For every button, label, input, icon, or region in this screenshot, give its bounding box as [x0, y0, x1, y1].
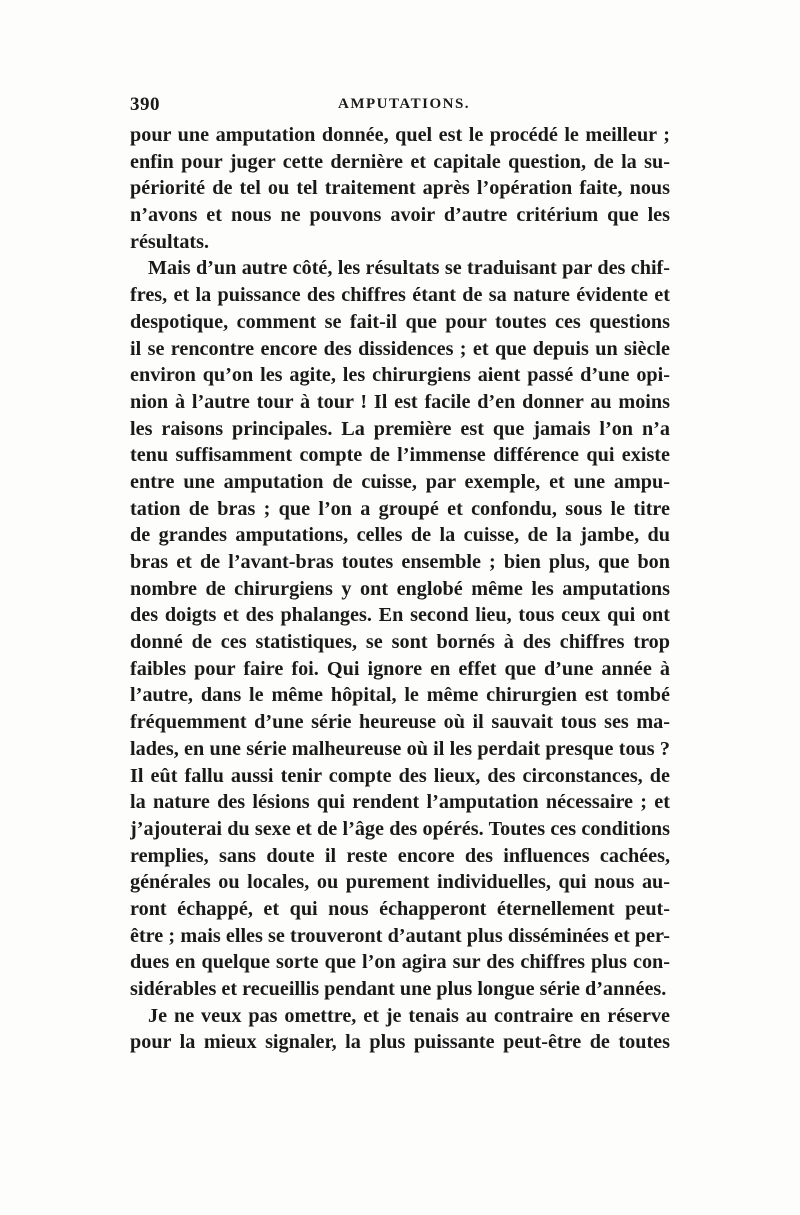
text-line: Il eût fallu aussi tenir compte des lieux, des circonstances, de: [130, 764, 670, 787]
text-line: faibles pour faire foi. Qui ignore en effet que d’une année à: [130, 657, 670, 680]
running-head: AMPUTATIONS.: [338, 96, 471, 112]
text-line: ront échappé, et qui nous échapperont éternellement peut-: [130, 897, 670, 920]
text-line: il se rencontre encore des dissidences ; et que depuis un siècle: [130, 337, 670, 360]
text-line: nion à l’autre tour à tour ! Il est facile d’en donner au moins: [130, 390, 670, 413]
text-line: nombre de chirurgiens y ont englobé même les amputations: [130, 577, 670, 600]
text-line: tenu suffisamment compte de l’immense différence qui existe: [130, 444, 670, 467]
text-line: bras et de l’avant-bras toutes ensemble ; bien plus, que bon: [130, 551, 670, 573]
page-header: [130, 94, 670, 118]
paragraph-start-line: Mais d’un autre côté, les résultats se traduisant par des chif-: [148, 257, 670, 280]
text-line: j’ajouterai du sexe et de l’âge des opérés. Toutes ces conditions: [130, 817, 670, 840]
text-line: des doigts et des phalanges. En second lieu, tous ceux qui ont: [130, 604, 670, 627]
text-line: enfin pour juger cette dernière et capitale question, de la su-: [130, 150, 670, 173]
text-line: sidérables et recueillis pendant une plus longue série d’années.: [130, 978, 667, 1000]
text-line: les raisons principales. La première est que jamais l’on n’a: [130, 417, 670, 440]
text-line: lades, en une série malheureuse où il les perdait presque tous ?: [130, 737, 670, 760]
body-text: [130, 122, 670, 1056]
text-line: dues en quelque sorte que l’on agira sur des chiffres plus con-: [130, 951, 670, 974]
text-line: donné de ces statistiques, se sont bornés à des chiffres trop: [130, 631, 670, 654]
text-line: l’autre, dans le même hôpital, le même chirurgien est tombé: [130, 684, 670, 707]
text-line: pour une amputation donnée, quel est le procédé le meilleur ;: [130, 124, 670, 146]
text-line: fres, et la puissance des chiffres étant de sa nature évidente et: [130, 284, 670, 307]
text-line: générales ou locales, ou purement individuelles, qui nous au-: [130, 871, 670, 894]
text-line: périorité de tel ou tel traitement après l’opération faite, nous: [130, 177, 670, 200]
text-line: tation de bras ; que l’on a groupé et confondu, sous le titre: [130, 497, 670, 520]
text-line: être ; mais elles se trouveront d’autant plus disséminées et per-: [130, 924, 670, 947]
page-number: 390: [130, 94, 160, 115]
paragraph-start-line: Je ne veux pas omettre, et je tenais au contraire en réserve: [148, 1004, 670, 1027]
text-line: fréquemment d’une série heureuse où il sauvait tous ses ma-: [130, 711, 670, 734]
text-line: remplies, sans doute il reste encore des influences cachées,: [130, 844, 670, 867]
text-line: de grandes amputations, celles de la cuisse, de la jambe, du: [130, 524, 670, 547]
text-line: environ qu’on les agite, les chirurgiens aient passé d’une opi-: [130, 364, 670, 387]
text-line: la nature des lésions qui rendent l’amputation nécessaire ; et: [130, 791, 670, 814]
text-line: entre une amputation de cuisse, par exemple, et une ampu-: [130, 470, 670, 493]
text-line: despotique, comment se fait-il que pour toutes ces questions: [130, 310, 670, 333]
text-line: pour la mieux signaler, la plus puissante peut-être de toutes: [130, 1031, 670, 1054]
text-line: résultats.: [130, 230, 210, 253]
text-line: n’avons et nous ne pouvons avoir d’autre critérium que les: [130, 204, 670, 227]
